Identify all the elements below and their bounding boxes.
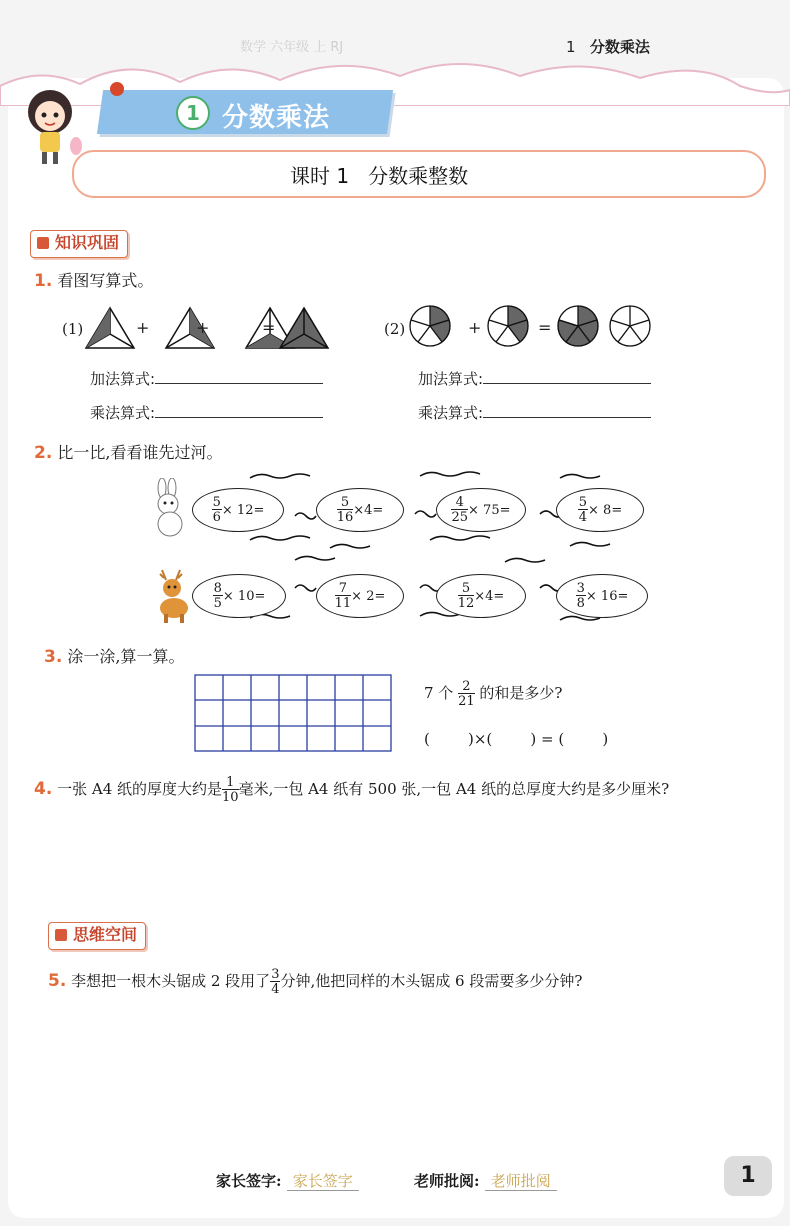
add-formula-2 [418, 368, 651, 389]
numerator: 7 [335, 582, 352, 596]
header-chapter [566, 36, 650, 57]
lesson-name: 分数乘整数 [368, 164, 469, 188]
rabbit-step-1[interactable] [192, 488, 284, 532]
rabbit-icon [146, 478, 196, 538]
add-formula-1 [90, 368, 323, 389]
section-tag-knowledge [30, 230, 128, 258]
numerator: 3 [271, 967, 280, 982]
rabbit-step-3[interactable] [436, 488, 526, 532]
operator: ×4= [474, 588, 505, 604]
part-label: (2) [384, 320, 406, 338]
answer-line[interactable] [483, 417, 651, 418]
deer-step-2[interactable] [316, 574, 404, 618]
lesson-label: 课时 1 [290, 164, 350, 188]
header-chapter-num: 1 [566, 38, 576, 56]
operator: × 16= [585, 588, 629, 604]
teacher-stamp[interactable]: 老师批阅 [485, 1172, 557, 1191]
operator: × 2= [351, 588, 386, 604]
question-2: 2. 比一比,看看谁先过河。 [34, 443, 223, 463]
deer-step-1[interactable] [192, 574, 286, 618]
parent-signature [216, 1170, 359, 1191]
page-number: 1 [724, 1156, 772, 1196]
question-number: 3 [44, 647, 56, 667]
fraction [335, 582, 352, 610]
bulb-icon [55, 929, 67, 941]
plus-sign: + [468, 318, 482, 337]
denominator: 8 [576, 596, 585, 611]
question-5: 5. 李想把一根木头锯成 2 段用了 $\frac{3}{4}$ 分钟,他把同样的木头锯成 6 段需要多少分钟? [48, 967, 583, 997]
fraction [576, 582, 586, 610]
question-text: 比一比,看看谁先过河。 [57, 443, 223, 462]
question-number: 4 [34, 779, 46, 799]
girl-mascot-icon [18, 84, 88, 166]
denominator: 16 [336, 510, 354, 525]
denominator: 12 [457, 596, 475, 611]
prompt-post: 的和是多少? [479, 684, 563, 702]
star-icon [37, 237, 49, 249]
fraction [337, 496, 354, 524]
question-text: 毫米,一包 A4 纸有 500 张,一包 A4 纸的总厚度大约是多少厘米? [238, 780, 670, 798]
teacher-label: 老师批阅: [414, 1172, 480, 1190]
prompt-pre: 7 个 [424, 684, 454, 702]
deer-step-3[interactable] [436, 574, 526, 618]
teacher-review [414, 1170, 557, 1191]
numerator: 5 [212, 495, 221, 510]
mul-label: 乘法算式: [90, 404, 156, 422]
fraction [213, 582, 223, 610]
fraction [270, 968, 280, 996]
mul-label: 乘法算式: [418, 404, 484, 422]
denominator: 4 [578, 510, 588, 525]
question-4: 4. 一张 A4 纸的厚度大约是 $\frac{1}{10}$ 毫米,一包 A4 纸有 500 张,一包 A4 纸的总厚度大约是多少厘米? [34, 775, 670, 805]
operator: × 8= [588, 502, 623, 518]
section-tag-thinking [48, 922, 146, 950]
answer-line[interactable] [155, 383, 323, 384]
triangle-answer [276, 304, 332, 354]
operator: × 75= [468, 502, 511, 518]
operator: × 10= [222, 588, 266, 604]
part-label: (1) [62, 320, 84, 338]
fraction [212, 496, 222, 524]
denominator: 11 [334, 596, 352, 611]
plus-sign: + [196, 318, 210, 337]
pie-figures [408, 304, 652, 350]
header-chapter-title: 分数乘法 [589, 38, 650, 56]
section-title: 知识巩固 [55, 233, 120, 252]
question-text: 李想把一根木头锯成 2 段用了 [71, 972, 271, 990]
numerator: 5 [337, 496, 354, 510]
question-number: 2 [34, 443, 46, 463]
answer-line[interactable] [483, 383, 651, 384]
fraction [578, 496, 588, 524]
question-3: 3. 涂一涂,算一算。 [44, 647, 185, 667]
parent-stamp[interactable]: 家长签字 [287, 1172, 359, 1191]
numerator: 8 [213, 581, 222, 596]
numerator: 1 [222, 776, 239, 790]
question-text: 一张 A4 纸的厚度大约是 [57, 780, 223, 798]
question-number: 5 [48, 971, 60, 991]
question-text: 看图写算式。 [57, 271, 154, 290]
unit-num-badge [176, 96, 210, 130]
numerator: 5 [458, 582, 475, 596]
add-label: 加法算式: [90, 370, 156, 388]
fraction [451, 496, 468, 524]
denominator: 6 [212, 510, 221, 525]
operator: ×4= [353, 502, 384, 518]
deer-step-4[interactable] [556, 574, 648, 618]
rabbit-step-4[interactable] [556, 488, 644, 532]
denominator: 4 [271, 982, 280, 997]
banner-pin-icon [110, 82, 124, 96]
operator: × 12= [221, 502, 265, 518]
denominator: 10 [222, 790, 239, 805]
unit-num: 1 [186, 101, 200, 125]
section-title: 思维空间 [73, 925, 138, 944]
question-number: 1 [34, 271, 46, 291]
mul-formula-2 [418, 402, 651, 423]
parent-label: 家长签字: [216, 1172, 282, 1190]
denominator: 25 [451, 510, 469, 525]
coloring-grid[interactable] [194, 674, 392, 752]
lesson-title [290, 160, 468, 189]
fraction [222, 776, 239, 804]
numerator: 4 [451, 496, 468, 510]
fraction [458, 680, 475, 708]
numerator: 3 [576, 581, 585, 596]
question-text: 涂一涂,算一算。 [67, 647, 185, 666]
fraction [458, 582, 475, 610]
numerator: 2 [458, 680, 475, 694]
unit-title: 分数乘法 [222, 103, 331, 133]
mul-formula-1 [90, 402, 323, 423]
q3-prompt [424, 680, 562, 708]
denominator: 21 [458, 694, 475, 709]
faded-header: 数学 六年级 上 RJ [240, 40, 344, 55]
question-text: 分钟,他把同样的木头锯成 6 段需要多少分钟? [280, 972, 583, 990]
plus-sign: + [136, 318, 150, 337]
answer-line[interactable] [155, 417, 323, 418]
question-1: 1. 看图写算式。 [34, 271, 154, 291]
numerator: 5 [578, 495, 588, 510]
equals-sign: = [262, 318, 276, 337]
deer-icon [150, 566, 196, 624]
denominator: 5 [213, 596, 222, 611]
add-label: 加法算式: [418, 370, 484, 388]
rabbit-step-2[interactable] [316, 488, 404, 532]
equals-sign: = [538, 318, 552, 337]
answer-blanks[interactable]: ( )×( ) = ( ) [424, 730, 609, 748]
